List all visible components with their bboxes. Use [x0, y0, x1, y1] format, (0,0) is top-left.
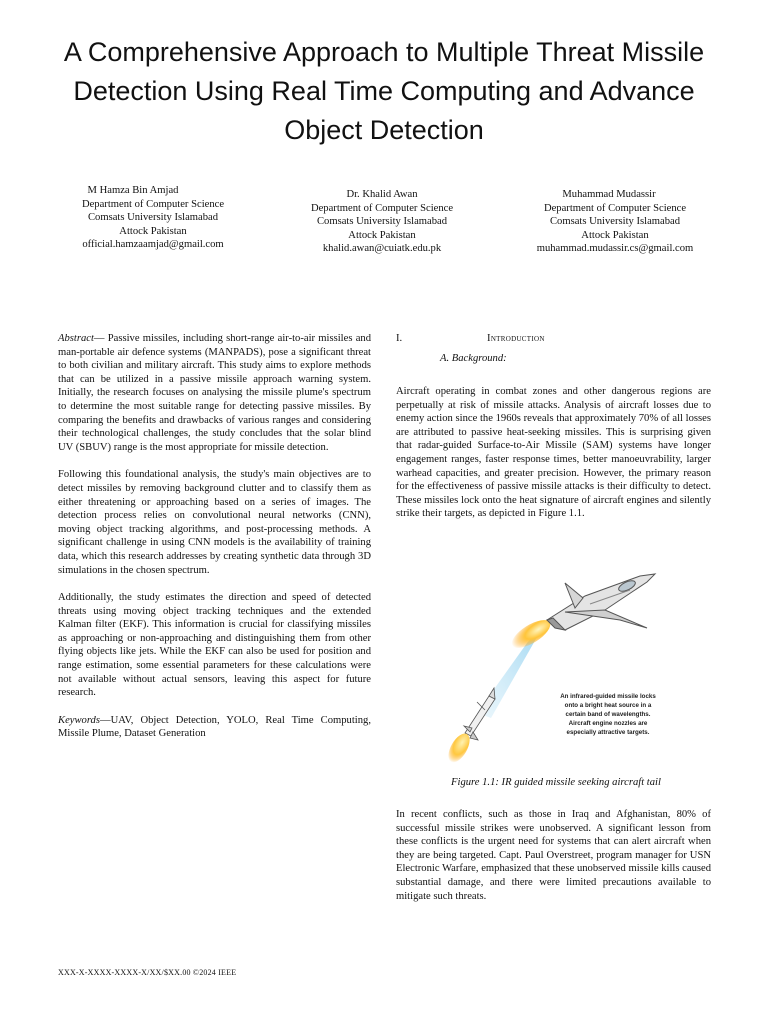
author-dept: Department of Computer Science: [543, 202, 687, 214]
intro-text-2: In recent conflicts, such as those in Iraq and Afghanistan, 80% of successful missile strikes were unobserved. A significant lesson from these conflicts is the urgent need for systems that can alert aircraft when they are being targeted. Capt. Paul Overstreet, program manager for USN Electronic Warfare, emphasized that these unobserved missile kills caused substantial damage, and there were limited precautions available to mitigate such threats.: [396, 809, 711, 902]
abstract-paragraph-3: Additionally, the study estimates the direction and speed of detected threats using moving object tracking techniques and the extended Kalman filter (EKF). This information is crucial for classifying missiles as approaching or non-approaching and distinguishing them from other flying objects like jets. While the EKF can also be used for position and range estimation, some essential parameters for these calculations were not available without actual sensors, leaving this aspect for future research.: [58, 592, 371, 699]
figure-caption: Figure 1.1: IR guided missile seeking aircraft tail: [451, 777, 661, 788]
footer-copyright: XXX-X-XXXX-XXXX-X/XX/$XX.00 ©2024 IEEE: [58, 968, 237, 977]
figure-note: [560, 693, 656, 736]
keywords-label: Keywords: [58, 714, 100, 726]
keywords: [58, 714, 371, 741]
figure-note-line: especially attractive targets.: [566, 729, 650, 736]
author-univ: Comsats University Islamabad: [316, 216, 448, 228]
author-block-2: [287, 188, 477, 256]
author-email: khalid.awan@cuiatk.edu.pk: [322, 243, 442, 255]
author-univ: Comsats University Islamabad: [549, 216, 681, 228]
author-email: muhammad.mudassir.cs@gmail.com: [536, 243, 694, 255]
abstract-text: Passive missiles, including short-range air-to-air missiles and man-portable air defence systems (MANPADS), pose a significant threat to both civilian and military aircraft. This study aims to explore methods that can be utilized in a passive missile approach warning system. Initially, the research focuses on analysing the missile plume's spectrum to determine the most suitable range for detecting passive missiles. By comparing the benefits and drawbacks of various ranges and considering their technological challenges, the study concludes that the solar blind UV (SBUV) range is the most appropriate for missile detection.: [58, 333, 371, 453]
author-location: Attock Pakistan: [581, 229, 649, 241]
author-block-3: [520, 188, 710, 256]
section-title: Introduction: [487, 333, 545, 344]
intro-paragraph-1: [396, 385, 711, 535]
intro-text-1: Aircraft operating in combat zones and other dangerous regions are perpetually at risk of missile attacks. Analysis of aircraft losses due to enemy action since the 1960s reveals that approximately 70% of all losses are attributed to passive heat-seeking missiles. This is surprising given that radar-guided Surface-to-Air Missile (SAM) systems have longer engagement ranges, faster response times, better manoeuvrability, larger warhead capacities, and greater precision. However, the primary reason for the effectiveness of passive missile attacks is their difficulty to detect. These missiles lock onto the heat signature of aircraft engines and silently strike their targets, as depicted in Figure 1.1.: [396, 386, 711, 520]
author-name: Dr. Khalid Awan: [346, 189, 418, 200]
author-location: Attock Pakistan: [119, 225, 187, 237]
keywords-text: —UAV, Object Detection, YOLO, Real Time Computing, Missile Plume, Dataset Generation: [58, 714, 371, 740]
abstract-paragraph-2: Following this foundational analysis, the study's main objectives are to detect missiles by removing background clutter and to classify them as either threatening or approaching based on a series of images. The detection process relies on convolutional neural networks (CNN), moving object tracking algorithms, and post-processing methods. A significant challenge in using CNN models is the availability of training data, which this research addresses by creating synthetic data through 3D simulations in the chosen spectrum.: [58, 469, 371, 576]
author-dept: Department of Computer Science: [81, 198, 225, 210]
abstract-label: Abstract: [58, 333, 94, 344]
figure-note-line: onto a bright heat source in a: [564, 702, 652, 709]
intro-paragraph-2: [396, 808, 711, 917]
author-email: official.hamzaamjad@gmail.com: [82, 239, 224, 251]
author-block-1: [58, 184, 248, 252]
missile-aircraft-illustration: [415, 568, 715, 768]
author-location: Attock Pakistan: [348, 229, 416, 241]
author-name: Muhammad Mudassir: [562, 189, 656, 200]
section-number: I.: [396, 333, 403, 344]
figure-note-line: Aircraft engine nozzles are: [568, 720, 648, 727]
paper-title: A Comprehensive Approach to Multiple Threat Missile Detection Using Real Time Computing and Advance Object Detection: [63, 37, 705, 145]
figure-illustration: [415, 568, 715, 768]
author-dept: Department of Computer Science: [310, 202, 454, 214]
left-column: [58, 332, 371, 755]
figure-note-line: certain band of wavelengths.: [565, 711, 651, 718]
abstract-paragraph: [58, 332, 371, 454]
abstract-dash: —: [93, 333, 108, 344]
aircraft: [547, 574, 655, 630]
figure-note-line: An infrared-guided missile locks: [560, 693, 656, 700]
author-univ: Comsats University Islamabad: [87, 212, 219, 224]
subsection-heading: A. Background:: [440, 353, 507, 364]
author-name: M Hamza Bin Amjad: [87, 185, 179, 196]
